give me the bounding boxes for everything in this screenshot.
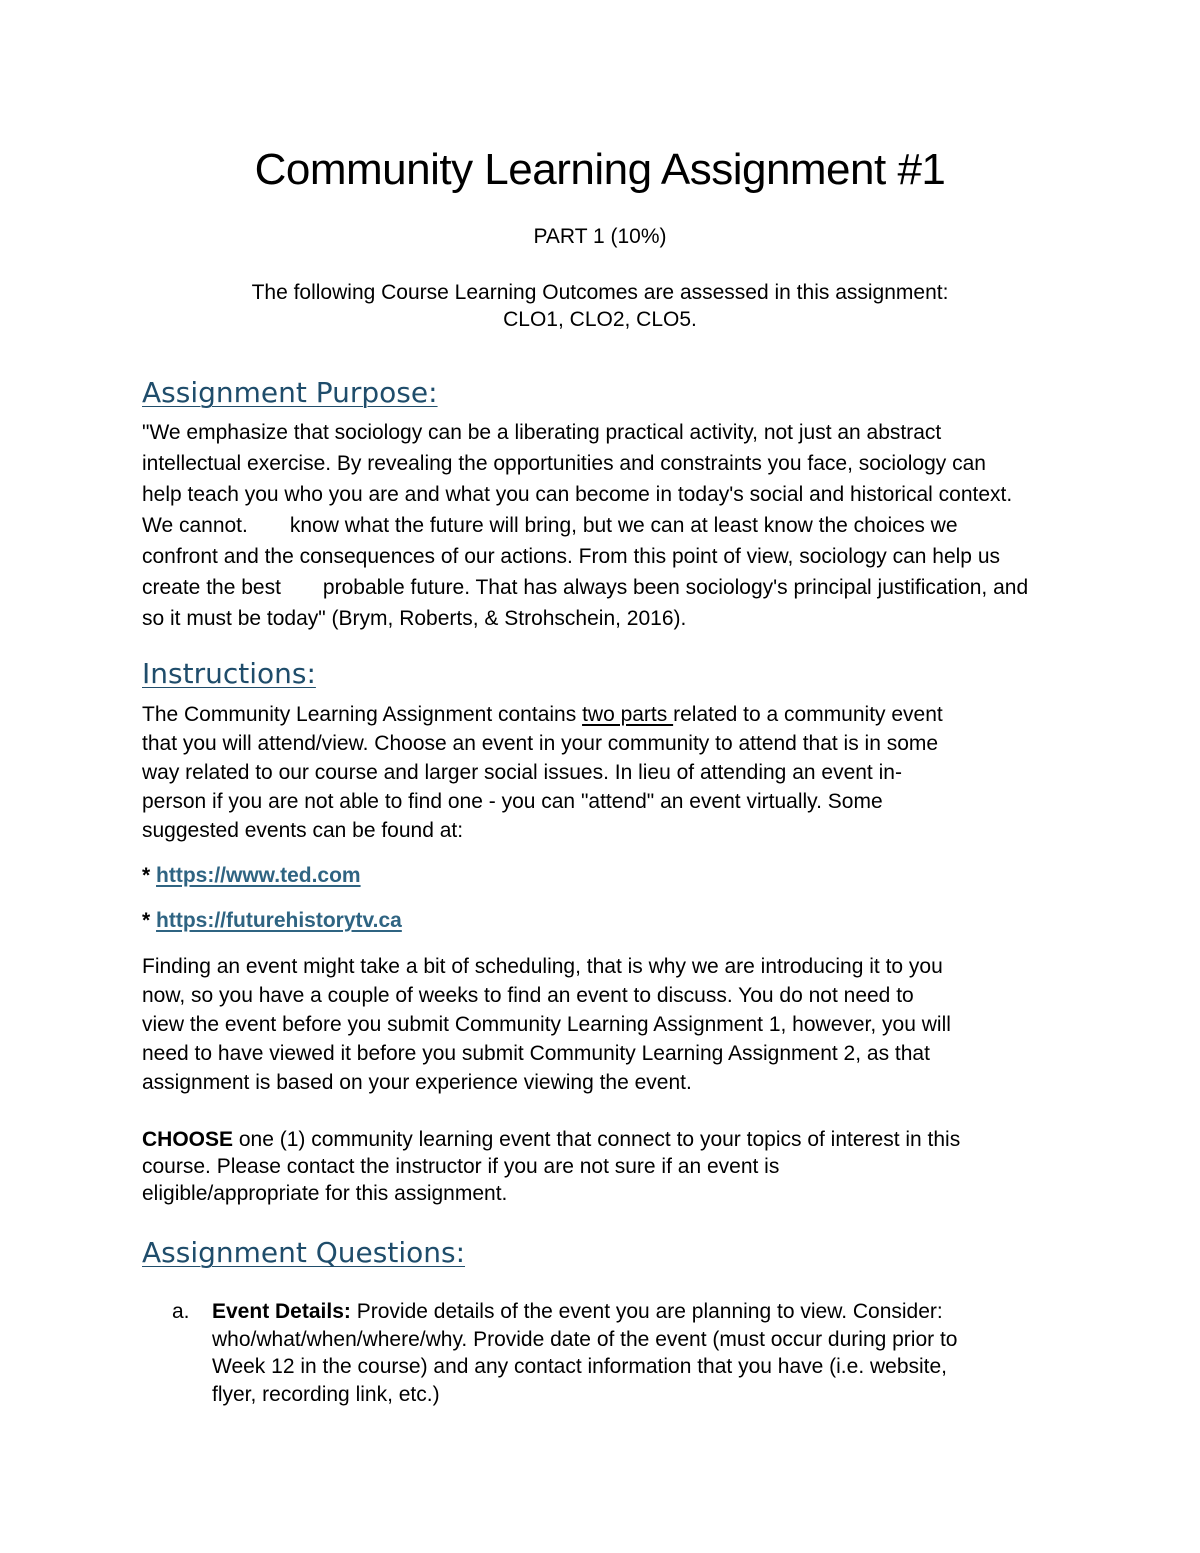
- instructions-text: related to a community event: [673, 703, 943, 726]
- instructions-line: person if you are not able to find one - you can "attend" an event virtually. Some: [142, 790, 883, 813]
- purpose-line-start: create the best: [142, 576, 281, 599]
- instructions-heading: Instructions:: [142, 657, 316, 690]
- ted-link[interactable]: https://www.ted.com: [156, 864, 361, 887]
- purpose-line: [142, 572, 1028, 603]
- purpose-line: intellectual exercise. By revealing the opportunities and constraints you face, sociology can: [142, 452, 986, 475]
- instructions-line: way related to our course and larger social issues. In lieu of attending an event in-: [142, 761, 902, 784]
- question-line: flyer, recording link, etc.): [212, 1382, 440, 1406]
- question-line: Week 12 in the course) and any contact information that you have (i.e. website,: [212, 1355, 948, 1378]
- instructions-line: suggested events can be found at:: [142, 819, 464, 842]
- instructions-paragraph: [142, 700, 943, 845]
- outcomes-intro: The following Course Learning Outcomes are assessed in this assignment:: [251, 281, 949, 304]
- purpose-line-start: We cannot.: [142, 514, 248, 537]
- link-item-futurehistory: [142, 907, 402, 935]
- instructions-line: that you will attend/view. Choose an event in your community to attend that is in some: [142, 732, 939, 755]
- choose-text: one (1) community learning event that connect to your topics of interest in this: [233, 1128, 961, 1151]
- scheduling-line: now, so you have a couple of weeks to find an event to discuss. You do not need to: [142, 984, 914, 1007]
- instructions-text: The Community Learning Assignment contains: [142, 703, 583, 726]
- document-title: Community Learning Assignment #1: [254, 145, 946, 194]
- bullet-marker: *: [142, 909, 151, 932]
- bullet-marker: *: [142, 864, 151, 887]
- choose-line: [142, 1126, 960, 1153]
- choose-emphasis: CHOOSE: [142, 1128, 234, 1151]
- scheduling-line: assignment is based on your experience viewing the event.: [142, 1071, 692, 1094]
- futurehistory-link[interactable]: https://futurehistorytv.ca: [156, 909, 402, 932]
- question-line: [212, 1298, 958, 1326]
- choose-line: course. Please contact the instructor if you are not sure if an event is: [142, 1155, 780, 1178]
- purpose-line: so it must be today" (Brym, Roberts, & Strohschein, 2016).: [142, 607, 687, 630]
- part-label: PART 1 (10%): [533, 225, 667, 248]
- outcomes-list: CLO1, CLO2, CLO5.: [503, 308, 697, 331]
- two-parts-emphasis: two parts: [582, 703, 674, 726]
- question-line: who/what/when/where/why. Provide date of the event (must occur during prior to: [212, 1327, 958, 1351]
- question-text: Provide details of the event you are planning to view. Consider:: [350, 1300, 943, 1323]
- list-marker: a.: [172, 1300, 190, 1323]
- link-item-ted: [142, 862, 361, 890]
- choose-paragraph: [142, 1126, 960, 1207]
- scheduling-line: need to have viewed it before you submit Community Learning Assignment 2, as that: [142, 1042, 930, 1065]
- purpose-line: confront and the consequences of our actions. From this point of view, sociology can help us: [142, 545, 1000, 568]
- scheduling-line: Finding an event might take a bit of scheduling, that is why we are introducing it to you: [142, 955, 943, 978]
- question-label: Event Details:: [212, 1300, 351, 1323]
- purpose-line-rest: know what the future will bring, but we can at least know the choices we: [289, 514, 958, 537]
- purpose-line-rest: probable future. That has always been sociology's principal justification, and: [322, 576, 1029, 599]
- questions-heading: Assignment Questions:: [142, 1236, 466, 1269]
- question-body: [212, 1298, 958, 1408]
- choose-line: eligible/appropriate for this assignment.: [142, 1182, 508, 1205]
- purpose-line: [142, 510, 1028, 541]
- purpose-quote: [142, 417, 1028, 634]
- scheduling-paragraph: [142, 952, 951, 1097]
- scheduling-line: view the event before you submit Community Learning Assignment 1, however, you will: [142, 1013, 951, 1036]
- purpose-line: "We emphasize that sociology can be a liberating practical activity, not just an abstract: [142, 421, 942, 444]
- purpose-heading: Assignment Purpose:: [142, 376, 438, 409]
- purpose-line: help teach you who you are and what you can become in today's social and historical context.: [142, 483, 1013, 506]
- instructions-line: [142, 700, 943, 729]
